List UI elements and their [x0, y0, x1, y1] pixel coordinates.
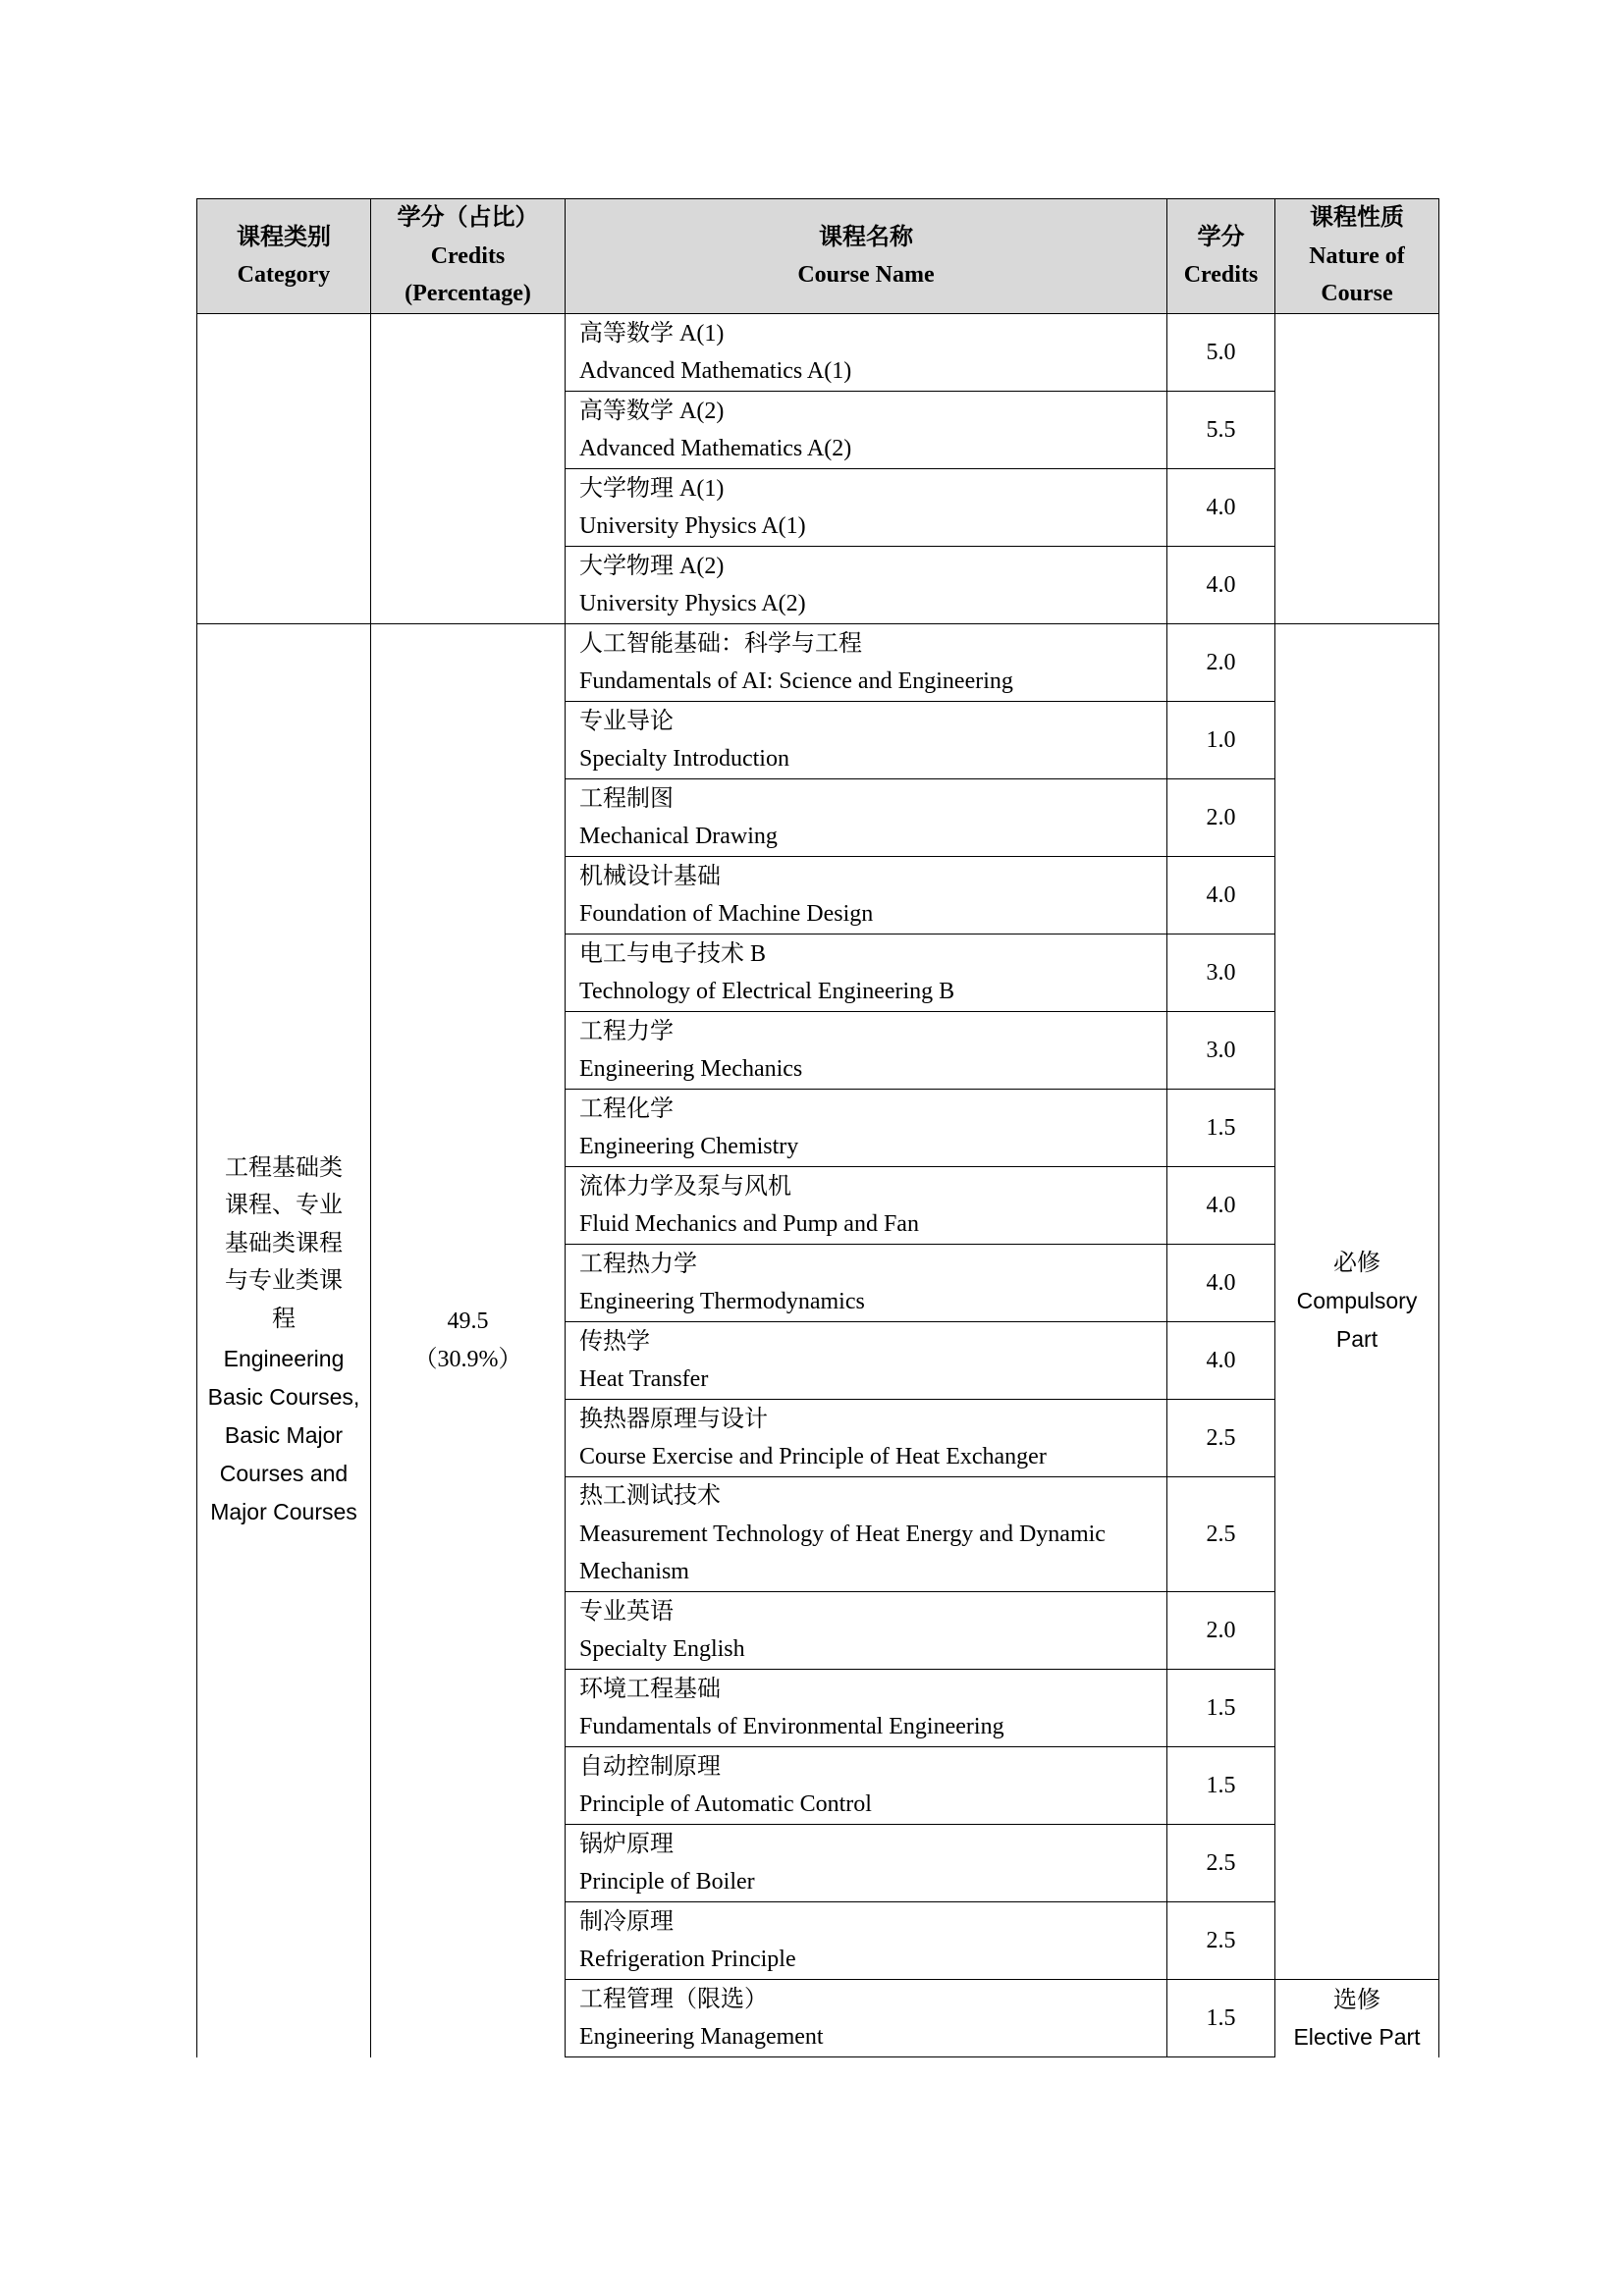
compulsory-zh: 必修: [1333, 1250, 1380, 1276]
course-name-zh: 热工测试技术: [579, 1483, 721, 1510]
course-name-en: Advanced Mathematics A(1): [579, 358, 852, 384]
header-credits-percentage: [371, 199, 566, 314]
course-name-cell: [566, 1825, 1167, 1902]
course-name-en: Course Exercise and Principle of Heat Exchanger: [579, 1444, 1047, 1469]
header-category-zh: 课程类别: [237, 224, 331, 250]
course-credits: 4.0: [1167, 1167, 1275, 1245]
group2-credits-value: 49.5: [447, 1308, 489, 1335]
course-name-zh: 专业英语: [579, 1598, 674, 1625]
course-name-cell: [566, 1245, 1167, 1322]
course-name-en: Fluid Mechanics and Pump and Fan: [579, 1211, 919, 1237]
course-name-en: Engineering Mechanics: [579, 1056, 803, 1082]
course-name-en: University Physics A(1): [579, 513, 806, 539]
header-category-en: Category: [237, 262, 331, 288]
header-credits-zh: 学分: [1197, 224, 1245, 250]
header-nature-zh: 课程性质: [1310, 205, 1404, 232]
course-table: [196, 198, 1439, 2057]
header-category: [197, 199, 371, 314]
header-course-name-en: Course Name: [797, 262, 935, 288]
course-name-zh: 环境工程基础: [579, 1676, 721, 1702]
group2-compulsory-cell: [1275, 624, 1439, 1980]
course-credits: 1.5: [1167, 1980, 1275, 2057]
course-name-en: Measurement Technology of Heat Energy and Dynamic Mechanism: [579, 1521, 1106, 1585]
course-name-cell: [566, 1167, 1167, 1245]
course-name-cell: [566, 1747, 1167, 1825]
course-name-en: Refrigeration Principle: [579, 1947, 796, 1972]
header-credits-en: Credits: [1183, 262, 1259, 288]
header-credits: [1167, 199, 1275, 314]
course-name-en: Engineering Management: [579, 2024, 824, 2050]
course-name-zh: 电工与电子技术 B: [579, 940, 767, 967]
course-name-zh: 人工智能基础：科学与工程: [579, 630, 862, 657]
course-credits: 1.5: [1167, 1670, 1275, 1747]
course-credits: 4.0: [1167, 1322, 1275, 1400]
course-credits: 5.0: [1167, 314, 1275, 392]
course-name-zh: 高等数学 A(2): [579, 398, 725, 424]
course-credits: 4.0: [1167, 547, 1275, 624]
header-credits-pct-en2: (Percentage): [405, 281, 531, 307]
course-name-cell: [566, 1477, 1167, 1592]
course-credits: 4.0: [1167, 469, 1275, 547]
course-name-en: Fundamentals of Environmental Engineering: [579, 1714, 1004, 1739]
course-name-cell: [566, 1322, 1167, 1400]
elective-zh: 选修: [1333, 1987, 1380, 2013]
group2-category-cell: [197, 624, 371, 2057]
group1-nature-cell: [1275, 314, 1439, 624]
course-credits: 1.5: [1167, 1747, 1275, 1825]
course-name-cell: [566, 469, 1167, 547]
course-name-en: University Physics A(2): [579, 591, 806, 616]
course-name-zh: 专业导论: [579, 708, 674, 734]
group2-credits-cell: [371, 624, 566, 2057]
course-credits: 2.5: [1167, 1825, 1275, 1902]
header-nature-en1: Nature of: [1309, 242, 1405, 269]
header-course-name-zh: 课程名称: [819, 224, 913, 250]
elective-en: Elective Part: [1293, 2024, 1421, 2051]
course-name-cell: [566, 1980, 1167, 2057]
course-name-en: Principle of Automatic Control: [579, 1791, 872, 1817]
course-name-cell: [566, 1902, 1167, 1980]
course-name-zh: 工程制图: [579, 785, 674, 812]
course-name-en: Specialty Introduction: [579, 746, 789, 772]
header-nature: [1275, 199, 1439, 314]
course-name-cell: [566, 1592, 1167, 1670]
header-credits-pct-en1: Credits: [430, 242, 506, 269]
course-name-zh: 锅炉原理: [579, 1831, 674, 1857]
course-name-cell: [566, 547, 1167, 624]
course-name-zh: 工程力学: [579, 1018, 674, 1044]
course-name-zh: 大学物理 A(2): [579, 553, 725, 579]
course-credits: 2.5: [1167, 1477, 1275, 1592]
header-nature-en2: Course: [1321, 281, 1393, 307]
course-name-cell: [566, 1400, 1167, 1477]
course-name-cell: [566, 314, 1167, 392]
header-credits-pct-zh: 学分（占比）: [397, 205, 539, 232]
group1-category-cell: [197, 314, 371, 624]
course-name-cell: [566, 857, 1167, 934]
course-credits: 1.0: [1167, 702, 1275, 779]
course-name-en: Technology of Electrical Engineering B: [579, 979, 955, 1004]
course-name-cell: [566, 1670, 1167, 1747]
course-credits: 2.5: [1167, 1400, 1275, 1477]
course-name-cell: [566, 702, 1167, 779]
course-name-zh: 工程热力学: [579, 1251, 697, 1277]
course-credits: 2.0: [1167, 779, 1275, 857]
course-credits: 2.0: [1167, 624, 1275, 702]
group2-elective-cell: [1275, 1980, 1439, 2057]
course-name-zh: 传热学: [579, 1328, 650, 1355]
table-row: [197, 624, 1439, 702]
course-credits: 3.0: [1167, 934, 1275, 1012]
course-name-zh: 工程化学: [579, 1095, 674, 1122]
course-name-cell: [566, 1090, 1167, 1167]
course-name-en: Engineering Thermodynamics: [579, 1289, 865, 1314]
course-name-zh: 制冷原理: [579, 1908, 674, 1935]
course-name-en: Heat Transfer: [579, 1366, 709, 1392]
course-name-en: Foundation of Machine Design: [579, 901, 874, 927]
course-name-cell: [566, 392, 1167, 469]
course-name-en: Fundamentals of AI: Science and Engineering: [579, 668, 1013, 694]
course-name-cell: [566, 624, 1167, 702]
course-credits: 4.0: [1167, 1245, 1275, 1322]
course-name-en: Engineering Chemistry: [579, 1134, 799, 1159]
course-credits: 3.0: [1167, 1012, 1275, 1090]
course-credits: 2.5: [1167, 1902, 1275, 1980]
group1-credits-cell: [371, 314, 566, 624]
course-name-zh: 自动控制原理: [579, 1753, 721, 1780]
course-name-en: Advanced Mathematics A(2): [579, 436, 852, 461]
group2-category-zh: 工程基础类课程、专业基础类课程与专业类课程: [225, 1155, 343, 1332]
table-row: [197, 314, 1439, 392]
course-credits: 5.5: [1167, 392, 1275, 469]
group2-percentage: （30.9%）: [413, 1346, 522, 1372]
header-course-name: [566, 199, 1167, 314]
course-credits: 2.0: [1167, 1592, 1275, 1670]
course-name-en: Mechanical Drawing: [579, 824, 778, 849]
course-name-zh: 机械设计基础: [579, 863, 721, 889]
course-name-zh: 工程管理（限选）: [579, 1986, 768, 2012]
course-name-cell: [566, 1012, 1167, 1090]
course-name-zh: 大学物理 A(1): [579, 475, 725, 502]
course-name-en: Specialty English: [579, 1636, 745, 1662]
course-name-cell: [566, 779, 1167, 857]
group2-category-en: Engineering Basic Courses, Basic Major Courses and Major Courses: [207, 1345, 360, 1525]
header-row: [197, 199, 1439, 314]
course-credits: 1.5: [1167, 1090, 1275, 1167]
course-name-zh: 流体力学及泵与风机: [579, 1173, 791, 1200]
course-name-zh: 高等数学 A(1): [579, 320, 725, 347]
course-name-cell: [566, 934, 1167, 1012]
course-credits: 4.0: [1167, 857, 1275, 934]
compulsory-en: Compulsory Part: [1296, 1288, 1418, 1353]
course-name-en: Principle of Boiler: [579, 1869, 755, 1895]
course-name-zh: 换热器原理与设计: [579, 1406, 768, 1432]
